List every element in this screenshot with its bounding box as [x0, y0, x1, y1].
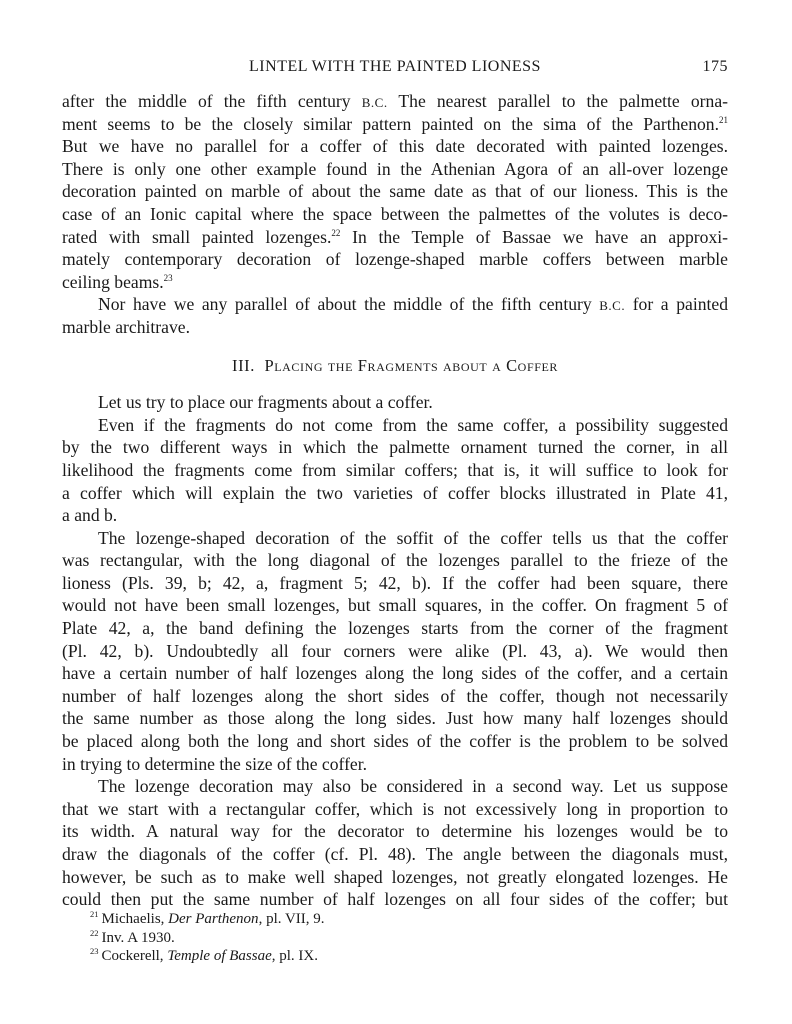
text-line: a and b. [62, 505, 118, 526]
text-line: the same number as those along the long sides. Just how many half lozenges should [62, 708, 728, 729]
text-line: decoration painted on marble of about the same date as that of our lioness. This is the [62, 181, 728, 202]
section-title: Placing the Fragments about a Coffer [264, 355, 559, 375]
text-line: The lozenge decoration may also be considered in a second way. Let us suppose [98, 776, 728, 797]
text-line: There is only one other example found in the Athenian Agora of an all-over lozenge [62, 158, 728, 179]
footnotes [90, 910, 730, 966]
body-text [62, 90, 728, 911]
footnote-22: $^{22}$ Inv. A 1930. [90, 927, 175, 946]
footnote-23: $^{23}$ Cockerell, Temple of Bassae, pl. IX. [90, 946, 319, 964]
page-number: 175 [702, 58, 728, 75]
text-line: Plate 42, a, the band defining the lozenges starts from the corner of the fragment [62, 618, 728, 639]
text-line: by the two different ways in which the palmette ornament turned the corner, in all [62, 437, 728, 458]
section-numeral: III. [231, 355, 255, 375]
text-line: rated with small painted lozenges.$^{22}$ In the Temple of Bassae we have an approxi- [62, 226, 728, 247]
text-line: ment seems to be the closely similar pattern painted on the sima of the Parthenon.$^{21}$ [62, 113, 728, 134]
text-line: marble architrave. [62, 316, 190, 337]
text-line: after the middle of the fifth century B.C. The nearest parallel to the palmette orna- [62, 91, 728, 111]
text-line: draw the diagonals of the coffer (cf. Pl. 48). The angle between the diagonals must, [62, 844, 728, 864]
text-line: in trying to determine the size of the coffer. [62, 753, 368, 774]
paragraph-4 [62, 414, 728, 527]
running-head-title: LINTEL WITH THE PAINTED LIONESS [249, 58, 541, 75]
text-line: Let us try to place our fragments about a coffer. [98, 392, 433, 413]
footnote-ref-23: 23 [163, 272, 173, 283]
text-line: likelihood the fragments come from similar coffers; that is, it will suffice to look for [62, 459, 728, 480]
text-line: Nor have we any parallel of about the middle of the fifth century B.C. for a painted [98, 294, 728, 315]
section-heading-line [62, 355, 728, 378]
text-line: number of half lozenges along the short sides of the coffer, though not necessarily [62, 685, 728, 706]
text-line: The lozenge-shaped decoration of the soffit of the coffer tells us that the coffer [98, 527, 728, 548]
paragraph-5 [62, 527, 728, 776]
text-line: could then put the same number of half lozenges on all four sides of the coffer; but [62, 889, 728, 910]
text-line: mately contemporary decoration of lozenge-shaped marble coffers between marble [62, 249, 728, 270]
text-line: its width. A natural way for the decorator to determine his lozenges would be to [62, 821, 728, 842]
text-line: was rectangular, with the long diagonal of the lozenges parallel to the frieze of the [62, 550, 728, 571]
text-line: (Pl. 42, b). Undoubtedly all four corners were alike (Pl. 43, a). We would then [62, 640, 728, 661]
text-line: that we start with a rectangular coffer, which is not excessively long in proportion to [62, 798, 728, 819]
footnote-ref-22: 22 [331, 227, 341, 238]
footnote-21: $^{21}$ Michaelis, Der Parthenon, pl. VII, 9. [90, 909, 325, 927]
text-line: have a certain number of half lozenges along the long sides of the coffer, and a certain [62, 663, 728, 684]
text-line: however, be such as to make well shaped lozenges, not greatly elongated lozenges. He [62, 866, 728, 887]
text-line: lioness (Pls. 39, b; 42, a, fragment 5; 42, b). If the coffer had been square, there [62, 572, 728, 593]
text-line: But we have no parallel for a coffer of this date decorated with painted lozenges. [62, 136, 728, 157]
footnote-ref-21: 21 [719, 114, 728, 125]
paragraph-2 [62, 293, 728, 338]
text-line: case of an Ionic capital where the space between the palmettes of the volutes is deco- [62, 203, 728, 224]
text-line: ceiling beams.$^{23}$ [62, 271, 173, 292]
text-line: a coffer which will explain the two varieties of coffer blocks illustrated in Plate 41, [62, 482, 728, 503]
running-head [62, 58, 728, 80]
paragraph-1 [62, 90, 728, 293]
paragraph-3 [62, 391, 728, 414]
text-line: would not have been small lozenges, but small squares, in the coffer. On fragment 5 of [62, 595, 728, 616]
section-heading [62, 355, 728, 378]
text-line: be placed along both the long and short sides of the coffer is the problem to be solved [62, 731, 728, 752]
paragraph-6 [62, 775, 728, 911]
text-line: Even if the fragments do not come from the same coffer, a possibility suggested [98, 414, 728, 435]
